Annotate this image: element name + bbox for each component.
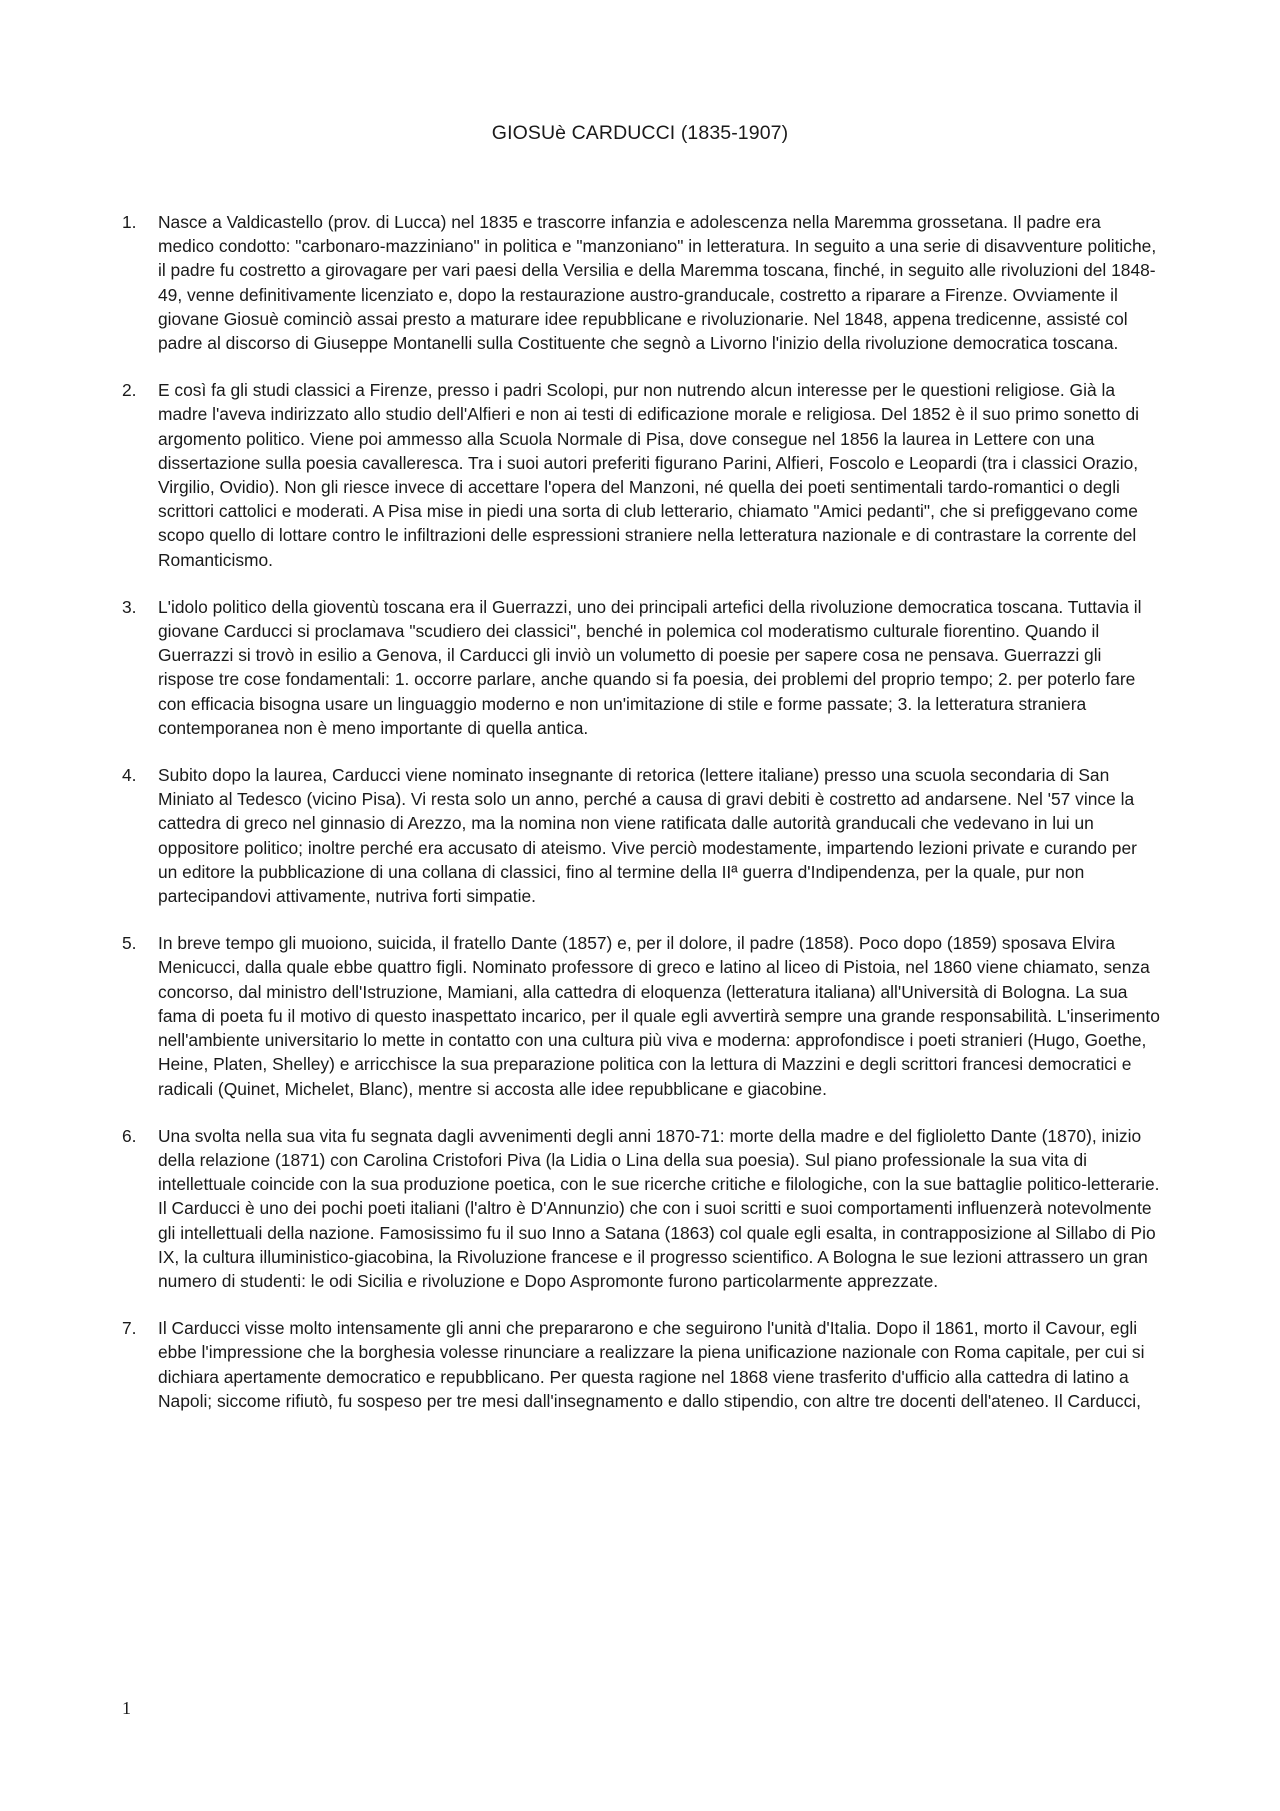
item-number: 6. [122, 1125, 137, 1146]
item-text: In breve tempo gli muoiono, suicida, il fratello Dante (1857) e, per il dolore, il padre (1858). Poco dopo (1859) sposava Elvira Menicucci, dalla quale ebbe quattro figli. Nominato professore di greco e latino al liceo di Pistoia, nel 1860 viene chiamato, senza concorso, dal ministro dell'Istruzione, Mamiani, alla cattedra di eloquenza (letteratura italiana) all'Università di Bologna. La sua fama di poeta fu il motivo di questo inaspettato incarico, per il quale egli avvertirà sempre una grande responsabilità. L'inserimento nell'ambiente universitario lo mette in contatto con una cultura più viva e moderna: approfondisce i poeti stranieri (Hugo, Goethe, Heine, Platen, Shelley) e arricchisce la sua preparazione politica con la lettura di Mazzini e degli scrittori francesi democratici e radicali (Quinet, Michelet, Blanc), mentre si accosta alle idee repubblicane e giacobine. [158, 933, 1160, 1099]
biography-list [120, 210, 1160, 1436]
item-number: 7. [122, 1318, 137, 1339]
item-text: E così fa gli studi classici a Firenze, presso i padri Scolopi, pur non nutrendo alcun interesse per le questioni religiose. Già la madre l'aveva indirizzato allo studio dell'Alfieri e non ai testi di edificazione morale e religiosa. Del 1852 è il suo primo sonetto di argomento politico. Viene poi ammesso alla Scuola Normale di Pisa, dove consegue nel 1856 la laurea in Lettere con una dissertazione sulla poesia cavalleresca. Tra i suoi autori preferiti figurano Parini, Alfieri, Foscolo e Leopardi (tra i classici Orazio, Virgilio, Ovidio). Non gli riesce invece di accettare l'opera del Manzoni, né quella dei poeti sentimentali tardo-romantici o degli scrittori cattolici e moderati. A Pisa mise in piedi una sorta di club letterario, chiamato "Amici pedanti", che si prefiggevano come scopo quello di lottare contro le infiltrazioni delle espressioni straniere nella letteratura nazionale e di contrastare la corrente del Romanticismo. [158, 380, 1140, 570]
list-item-6 [120, 1124, 1160, 1293]
item-text: L'idolo politico della gioventù toscana era il Guerrazzi, uno dei principali artefici della rivoluzione democratica toscana. Tuttavia il giovane Carducci si proclamava "scudiero dei classici", benché in polemica col moderatismo culturale fiorentino. Quando il Guerrazzi si trovò in esilio a Genova, il Carducci gli inviò un volumetto di poesie per sapere cosa ne pensava. Guerrazzi gli rispose tre cose fondamentali: 1. occorre parlare, anche quando si fa poesia, dei problemi del proprio tempo; 2. per poterlo fare con efficacia bisogna usare un linguaggio moderno e non un'imitazione di stile e forme passate; 3. la letteratura straniera contemporanea non è meno importante di quella antica. [158, 596, 1142, 738]
list-item-7 [120, 1316, 1160, 1413]
item-number: 5. [122, 933, 137, 954]
item-text: Una svolta nella sua vita fu segnata dagli avvenimenti degli anni 1870-71: morte della madre e del figlioletto Dante (1870), inizio della relazione (1871) con Carolina Cristofori Piva (la Lidia o Lina della sua poesia). Sul piano professionale la sua vita di intellettuale coincide con la sua produzione poetica, con le sue ricerche critiche e filologiche, con la sue battaglie politico-letterarie. Il Carducci è uno dei pochi poeti italiani (l'altro è D'Annunzio) che con i suoi scritti e suoi comportamenti influenzerà notevolmente gli intellettuali della nazione. Famosissimo fu il suo Inno a Satana (1863) col quale egli esalta, in contrapposizione al Sillabo di Pio IX, la cultura illuministico-giacobina, la Rivoluzione francese e il progresso scientifico. A Bologna le sue lezioni attrassero un gran numero di studenti: le odi Sicilia e rivoluzione e Dopo Aspromonte furono particolarmente apprezzate. [158, 1125, 1160, 1291]
item-number: 1. [122, 212, 137, 232]
list-item-5 [120, 931, 1160, 1100]
list-item-3 [120, 595, 1160, 740]
page-number: 1 [122, 1698, 131, 1718]
item-number: 2. [122, 380, 137, 401]
item-text: Il Carducci visse molto intensamente gli anni che prepararono e che seguirono l'unità d'Italia. Dopo il 1861, morto il Cavour, egli ebbe l'impressione che la borghesia volesse rinunciare a realizzare la piena unificazione nazionale con Roma capitale, per cui si dichiara apertamente democratico e repubblicano. Per questa ragione nel 1868 viene trasferito d'ufficio alla cattedra di latino a Napoli; siccome rifiutò, fu sospeso per tre mesi dall'insegnamento e dallo stipendio, con altre tre docenti dell'ateneo. Il Carducci, [158, 1318, 1145, 1411]
list-item-4 [120, 763, 1160, 908]
item-text: Subito dopo la laurea, Carducci viene nominato insegnante di retorica (lettere italiane) presso una scuola secondaria di San Miniato al Tedesco (vicino Pisa). Vi resta solo un anno, perché a causa di gravi debiti è costretto ad andarsene. Nel '57 vince la cattedra di greco nel ginnasio di Arezzo, ma la nomina non viene ratificata dalle autorità granducali che vedevano in lui un oppositore politico; inoltre perché era accusato di ateismo. Vive perciò modestamente, impartendo lezioni private e curando per un editore la pubblicazione di una collana di classici, fino al termine della IIª guerra d'Indipendenza, per la quale, pur non partecipandovi attivamente, nutriva forti simpatie. [158, 765, 1137, 907]
item-number: 4. [122, 765, 137, 786]
item-number: 3. [122, 596, 137, 617]
document-title: GIOSUè CARDUCCI (1835-1907) [491, 122, 789, 144]
item-text: Nasce a Valdicastello (prov. di Lucca) nel 1835 e trascorre infanzia e adolescenza nella Maremma grossetana. Il padre era medico condotto: "carbonaro-mazziniano" in politica e "manzoniano" in letteratura. In seguito a una serie di disavventure politiche, il padre fu costretto a girovagare per vari paesi della Versilia e della Maremma toscana, finché, in seguito alle rivoluzioni del 1848-49, venne definitivamente licenziato e, dopo la restaurazione austro-granducale, costretto a riparare a Firenze. Ovviamente il giovane Giosuè cominciò assai presto a maturare idee repubblicane e rivoluzionarie. Nel 1848, appena tredicenne, assisté col padre al discorso di Giuseppe Montanelli sulla Costituente che segnò a Livorno l'inizio della rivoluzione democratica toscana. [158, 212, 1157, 354]
list-item-2 [120, 378, 1160, 572]
list-item-1 [120, 210, 1160, 355]
